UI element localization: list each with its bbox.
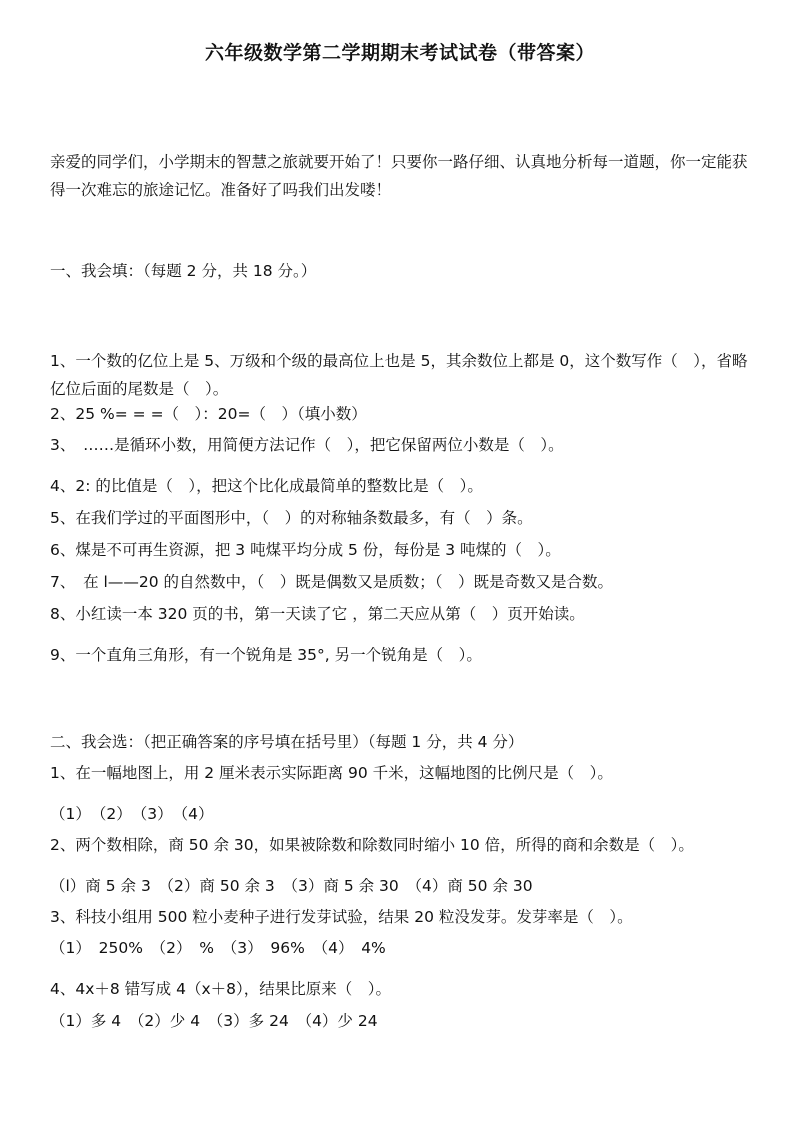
- s1-question-1: 1、一个数的亿位上是 5、万级和个级的最高位上也是 5，其余数位上都是 0，这个数写作（ ），省略亿位后面的尾数是（ ）。: [50, 352, 748, 398]
- s1-question-2: 2、25 %= = =（ ）：20=（ ）（填小数）: [50, 405, 367, 423]
- s2-question-4: 4、4x＋8 错写成 4（x＋8），结果比原来（ ）。: [50, 980, 392, 998]
- s1-question-9: 9、一个直角三角形，有一个锐角是 35°, 另一个锐角是（ ）。: [50, 646, 482, 664]
- section-1-heading: 一、我会填：（每题 2 分，共 18 分。）: [50, 262, 317, 280]
- intro-paragraph: 亲爱的同学们，小学期末的智慧之旅就要开始了！只要你一路仔细、认真地分析每一道题，你一定能获得一次难忘的旅途记忆。准备好了吗我们出发喽！: [50, 153, 748, 199]
- s2-question-1: 1、在一幅地图上，用 2 厘米表示实际距离 90 千米，这幅地图的比例尺是（ ）。: [50, 764, 613, 782]
- s2-question-4-options: （1）多 4 （2）少 4 （3）多 24 （4）少 24: [50, 1012, 378, 1030]
- s1-question-6: 6、煤是不可再生资源，把 3 吨煤平均分成 5 份，每份是 3 吨煤的（ ）。: [50, 541, 561, 559]
- s1-question-3: 3、 ……是循环小数，用简便方法记作（ ），把它保留两位小数是（ ）。: [50, 436, 564, 454]
- s1-question-4: 4、2: 的比值是（ ），把这个比化成最简单的整数比是（ ）。: [50, 477, 483, 495]
- s1-question-7: 7、 在 l——20 的自然数中，（ ）既是偶数又是质数；（ ）既是奇数又是合数。: [50, 573, 613, 591]
- s2-question-3: 3、科技小组用 500 粒小麦种子进行发芽试验，结果 20 粒没发芽。发芽率是（ ）。: [50, 908, 633, 926]
- s2-question-3-options: （1） 250% （2） % （3） 96% （4） 4%: [50, 939, 386, 957]
- section-2-heading: 二、我会选：（把正确答案的序号填在括号里）（每题 1 分，共 4 分）: [50, 733, 524, 751]
- page-title: 六年级数学第二学期期末考试试卷（带答案）: [204, 42, 595, 64]
- s1-question-5: 5、在我们学过的平面图形中，（ ）的对称轴条数最多，有（ ）条。: [50, 509, 533, 527]
- s2-question-2: 2、两个数相除，商 50 余 30，如果被除数和除数同时缩小 10 倍，所得的商和余数是（ ）。: [50, 836, 694, 854]
- s2-question-2-options: （l）商 5 余 3 （2）商 50 余 3 （3）商 5 余 30 （4）商 50 余 30: [50, 877, 533, 895]
- s1-question-8: 8、小红读一本 320 页的书，第一天读了它 ，第二天应从第（ ）页开始读。: [50, 605, 585, 623]
- s2-question-1-options: （1） （2） （3） （4）: [50, 805, 214, 823]
